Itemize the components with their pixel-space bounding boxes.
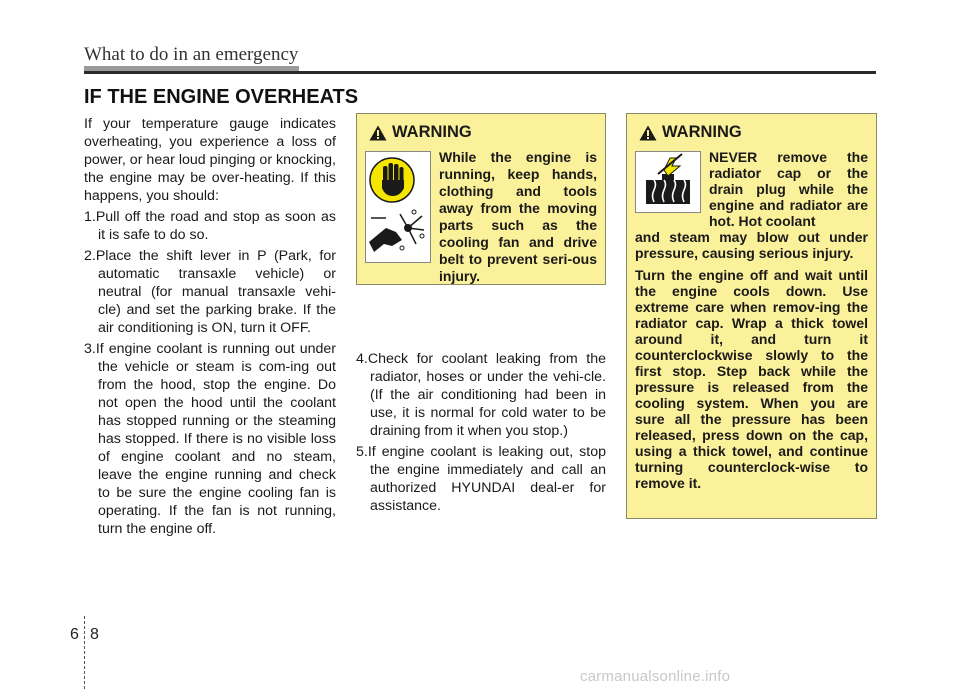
warning-triangle-icon [639,125,657,141]
warning-label: WARNING [392,123,472,141]
header-rule [84,71,876,74]
warning-text: While the engine is running, keep hands, clothing and tools away from the moving parts such as the cooling fan and drive belt to prevent seri-ous injury. [439,149,597,284]
warning-text-paragraph: Turn the engine off and wait until the engine cools down. Use extreme care when remov-ing the radiator cap. Wrap a thick towel around it, and turn it counterclockwise slowly to the first stop. Step back while the pressure is released from the cooling system. When you are sure all the pressure has been released, press down on the cap, using a thick towel, and continue turning counterclock-wise to remove it. [635,267,868,491]
step-4: 4.Check for coolant leaking from the radiator, hoses or under the vehi-cle. (If the air conditioning had been in use, it is normal for cold water to be draining from it when you stop.) [356,351,606,439]
warning-box-radiator [626,113,877,519]
step-3: 3.If engine coolant is running out under the vehicle or steam is com-ing out from the hood, stop the engine. Do not open the hood until the coolant has stopped running or the steaming has stopped. If there is no visible loss of engine coolant and no steam, leave the engine running and check to be sure the engine cooling fan is operating. If the fan is not running, turn the engine off. [84,341,336,537]
warning-header [369,123,472,142]
warning-triangle-icon [369,125,387,141]
hand-fan-hazard-icon [366,206,430,262]
illustration-frame [365,151,431,263]
step-2: 2.Place the shift lever in P (Park, for automatic transaxle vehicle) or neutral (for manual transaxle vehi-cle) and set the parking brake. If the air conditioning is ON, turn it OFF. [84,248,336,336]
warning-box-fan [356,113,606,285]
step-1: 1.Pull off the road and stop as soon as it is safe to do so. [84,209,336,243]
warning-text-lower [635,229,868,497]
warning-text-top: NEVER remove the radiator cap or the drain plug while the engine and radiator are hot. Hot coolant [709,149,868,229]
warning-header [639,123,742,142]
illustration-frame [635,151,701,213]
chapter-number: 6 [70,626,79,643]
header-title: What to do in an emergency [84,44,299,65]
page-separator [84,616,86,689]
intro-paragraph: If your temperature gauge indicates overheating, you experience a loss of power, or hear loud pinging or knocking, the engine may be over-heating. If this happens, you should: [84,116,336,204]
radiator-cap-hot-icon [636,152,700,212]
page-number: 8 [90,626,99,643]
step-5: 5.If engine coolant is leaking out, stop the engine immediately and call an authorized HYUNDAI deal-er for assistance. [356,444,606,514]
warning-text-continued: and steam may blow out under pressure, causing serious injury. [635,229,868,261]
stop-hand-icon [366,152,430,208]
section-title: IF THE ENGINE OVERHEATS [84,86,359,108]
text-column-middle [356,350,606,515]
text-column-left [84,115,336,538]
watermark: carmanualsonline.info [580,668,731,685]
warning-label: WARNING [662,123,742,141]
